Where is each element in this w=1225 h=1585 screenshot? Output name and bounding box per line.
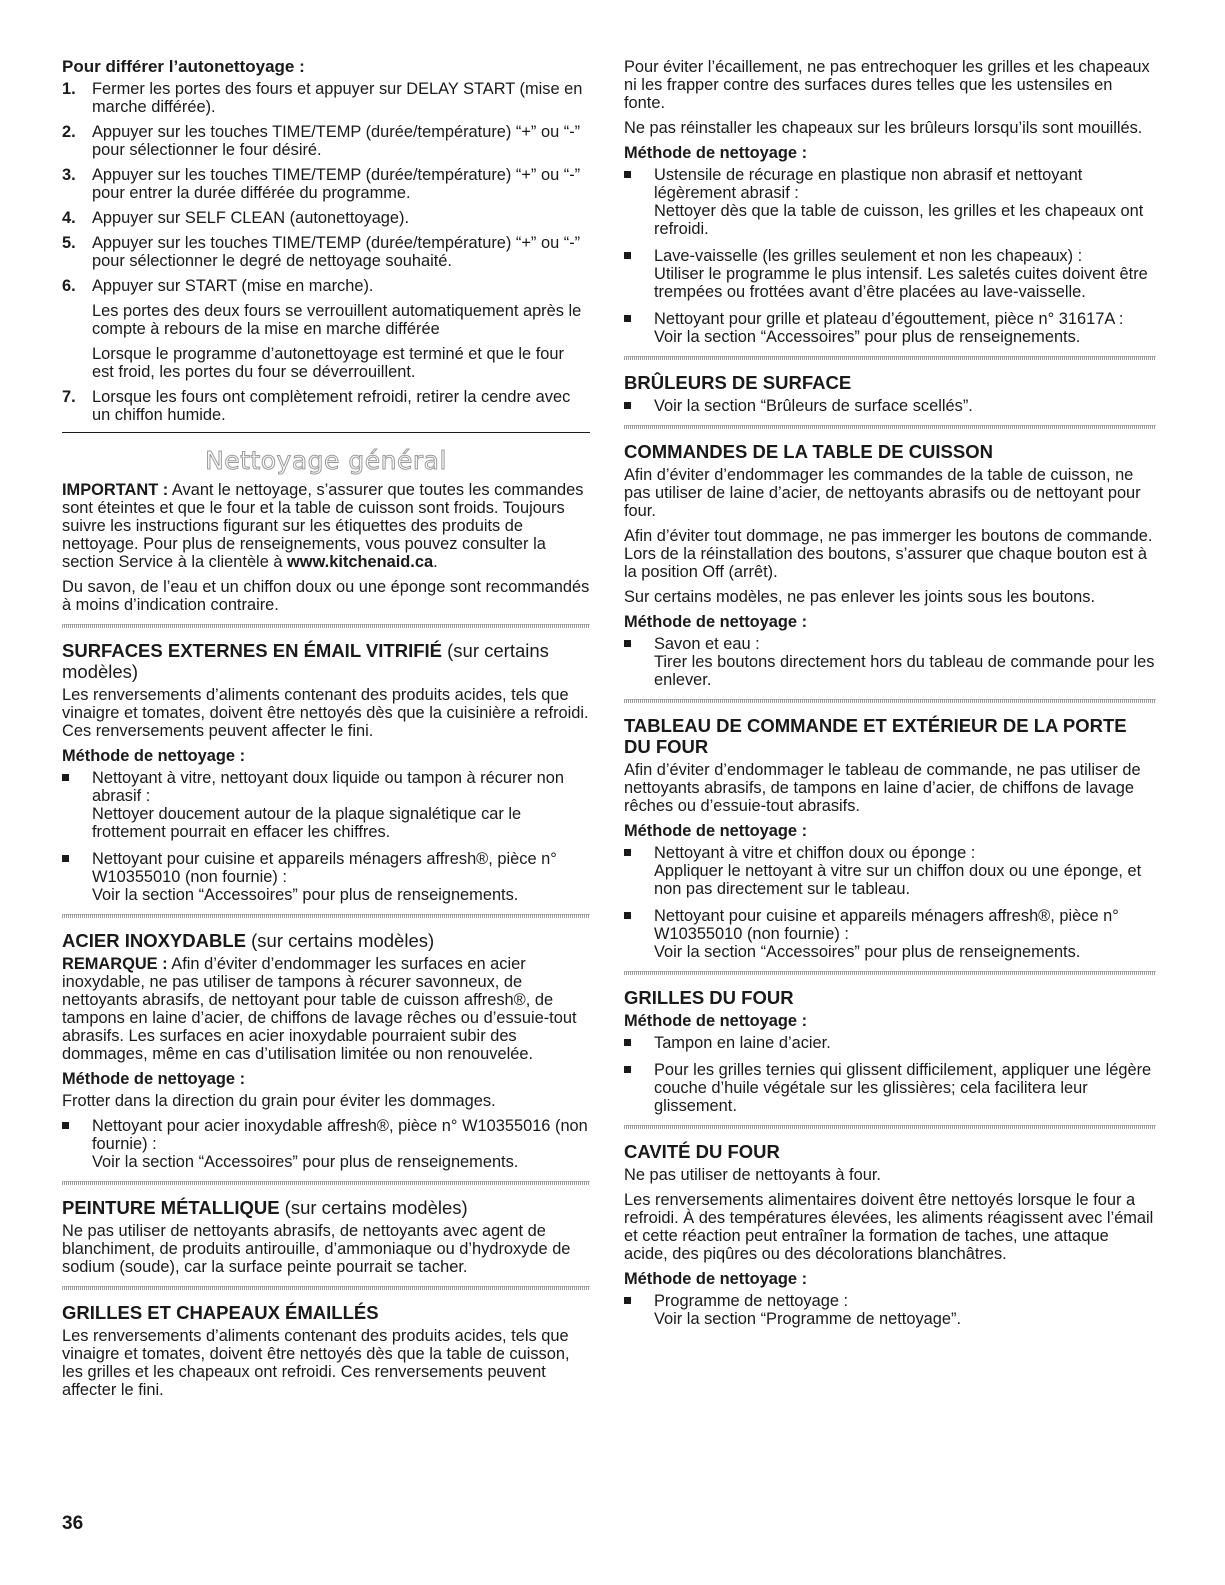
step-number: 5.	[62, 234, 76, 252]
list-item	[62, 1117, 590, 1171]
racks-heading: GRILLES DU FOUR	[624, 987, 794, 1008]
steel-title: ACIER INOXYDABLE	[62, 930, 246, 951]
list-item	[624, 397, 1156, 415]
cavity-heading: CAVITÉ DU FOUR	[624, 1141, 780, 1162]
bullet-title: Nettoyant pour acier inoxydable affresh®, pièce n° W10355016 (non fournie) :	[92, 1117, 588, 1153]
bullet-text: Utiliser le programme le plus intensif. Les saletés cuites doivent être trempées ou frottées avant d’être placées au lave-vaisselle.	[654, 265, 1148, 301]
method-heading: Méthode de nettoyage :	[62, 747, 246, 765]
step-subtext: Les portes des deux fours se verrouillent automatiquement après le compte à rebours de la mise en marche différée	[92, 302, 582, 338]
method-heading: Méthode de nettoyage :	[624, 1012, 808, 1030]
grates-method-list	[624, 166, 1156, 346]
method-heading: Méthode de nettoyage :	[624, 144, 808, 162]
paint-title: PEINTURE MÉTALLIQUE	[62, 1197, 280, 1218]
method-heading: Méthode de nettoyage :	[62, 1070, 246, 1088]
dotted-divider	[62, 1181, 590, 1185]
section-divider	[62, 432, 590, 433]
list-item	[624, 247, 1156, 301]
dotted-divider	[62, 624, 590, 628]
step-item	[62, 80, 590, 116]
dotted-divider	[62, 1286, 590, 1290]
bullet-icon	[62, 774, 69, 781]
step-item	[62, 234, 590, 270]
steel-heading	[62, 930, 590, 951]
delay-heading: Pour différer l’autonettoyage :	[62, 57, 305, 76]
controls-p1: Afin d’éviter d’endommager les commandes de la table de cuisson, ne pas utiliser de laine d’acier, de nettoyants abrasifs ou de nettoyant pour four.	[624, 466, 1141, 520]
step-text: Fermer les portes des fours et appuyer sur DELAY START (mise en marche différée).	[92, 80, 583, 116]
important-end: .	[433, 553, 438, 571]
bullet-icon	[624, 1039, 631, 1046]
list-item	[62, 769, 590, 841]
bullet-icon	[624, 1297, 631, 1304]
bullet-icon	[62, 1122, 69, 1129]
bullet-title: Nettoyant à vitre, nettoyant doux liquide ou tampon à récurer non abrasif :	[92, 769, 564, 805]
left-column	[62, 58, 590, 1406]
step-item	[62, 388, 590, 424]
bullet-text: Voir la section “Brûleurs de surface scellés”.	[654, 397, 973, 415]
step-item	[62, 123, 590, 159]
cavity-p2: Les renversements alimentaires doivent être nettoyés lorsque le four a refroidi. À des températures élevées, les aliments réagissent avec l’émail et cette réaction peut entraîner la formation de taches, une attaque acide, des piqûres ou des décolorations blanchâtres.	[624, 1191, 1154, 1263]
step-number: 1.	[62, 80, 76, 98]
page-number: 36	[62, 1513, 84, 1534]
grates-text: Les renversements d’aliments contenant des produits acides, tels que vinaigre et tomates, doivent être nettoyés dès que la table de cuisson, les grilles et les chapeaux ont refroidi. Ces renversements peuvent affecter le fini.	[62, 1327, 570, 1399]
dotted-divider	[62, 914, 590, 918]
delay-steps	[62, 80, 590, 424]
panel-heading: TABLEAU DE COMMANDE ET EXTÉRIEUR DE LA PORTE DU FOUR	[624, 715, 1127, 757]
cavity-list	[624, 1292, 1156, 1328]
website-link[interactable]: www.kitchenaid.ca	[287, 553, 434, 571]
important-text: Avant le nettoyage, s’assurer que toutes les commandes sont éteintes et que le four et la table de cuisson sont froids. Toujours suivre les instructions figurant sur les étiquettes des produits de nettoyage. Pour plus de renseignements, vous pouvez consulter la section Service à la clientèle à	[62, 481, 584, 571]
method-heading: Méthode de nettoyage :	[624, 1270, 808, 1288]
step-item	[62, 277, 590, 381]
bullet-title: Nettoyant pour grille et plateau d’égouttement, pièce n° 31617A :	[654, 310, 1124, 328]
step-text: Appuyer sur les touches TIME/TEMP (durée/température) “+” ou “-” pour sélectionner le four désiré.	[92, 123, 581, 159]
bullet-icon	[624, 315, 631, 322]
bullet-title: Savon et eau :	[654, 635, 760, 653]
chip-paragraph: Pour éviter l’écaillement, ne pas entrechoquer les grilles et les chapeaux ni les frapper contre des surfaces dures telles que les ustensiles en fonte.	[624, 58, 1150, 112]
bullet-icon	[624, 640, 631, 647]
bullet-text: Nettoyer doucement autour de la plaque signalétique car le frottement pourrait en effacer les chiffres.	[92, 805, 522, 841]
bullet-text: Voir la section “Accessoires” pour plus de renseignements.	[92, 1153, 519, 1171]
bullet-text: Voir la section “Accessoires” pour plus de renseignements.	[654, 328, 1081, 346]
controls-heading: COMMANDES DE LA TABLE DE CUISSON	[624, 441, 993, 462]
bullet-title: Lave-vaisselle (les grilles seulement et non les chapeaux) :	[654, 247, 1083, 265]
enamel-intro: Les renversements d’aliments contenant des produits acides, tels que vinaigre et tomates, doivent être nettoyés dès que la cuisinière a refroidi. Ces renversements peuvent affecter le fini.	[62, 686, 589, 740]
bullet-title: Nettoyant à vitre et chiffon doux ou éponge :	[654, 844, 976, 862]
steel-grain: Frotter dans la direction du grain pour éviter les dommages.	[62, 1092, 496, 1110]
enamel-suffix: (sur certains modèles)	[62, 640, 549, 682]
enamel-list	[62, 769, 590, 904]
step-text: Appuyer sur START (mise en marche).	[92, 277, 374, 295]
controls-p2: Afin d’éviter tout dommage, ne pas immerger les boutons de commande. Lors de la réinstallation des boutons, s’assurer que chaque bouton est à la position Off (arrêt).	[624, 527, 1153, 581]
bullet-text: Appliquer le nettoyant à vitre sur un chiffon doux ou une éponge, et non pas directement sur le tableau.	[654, 862, 1142, 898]
paint-text: Ne pas utiliser de nettoyants abrasifs, de nettoyants avec agent de blanchiment, de produits antirouille, d’ammoniaque ou d’hydroxyde de sodium (soude), car la surface peinte pourrait se tacher.	[62, 1222, 571, 1276]
bullet-text: Tampon en laine d’acier.	[654, 1034, 831, 1052]
dotted-divider	[624, 699, 1156, 703]
bullet-text: Voir la section “Accessoires” pour plus de renseignements.	[654, 943, 1081, 961]
step-number: 6.	[62, 277, 76, 295]
dotted-divider	[624, 1125, 1156, 1129]
dotted-divider	[624, 356, 1156, 360]
list-item	[624, 907, 1156, 961]
bullet-text: Voir la section “Accessoires” pour plus de renseignements.	[92, 886, 519, 904]
step-text: Appuyer sur SELF CLEAN (autonettoyage).	[92, 209, 410, 227]
bullet-text: Nettoyer dès que la table de cuisson, les grilles et les chapeaux ont refroidi.	[654, 202, 1144, 238]
paint-suffix: (sur certains modèles)	[279, 1197, 468, 1218]
step-number: 7.	[62, 388, 76, 406]
wet-paragraph: Ne pas réinstaller les chapeaux sur les brûleurs lorsqu’ils sont mouillés.	[624, 119, 1143, 137]
steel-note	[62, 955, 590, 1063]
step-text: Lorsque les fours ont complètement refroidi, retirer la cendre avec un chiffon humide.	[92, 388, 571, 424]
enamel-title: SURFACES EXTERNES EN ÉMAIL VITRIFIÉ	[62, 640, 442, 661]
step-text: Appuyer sur les touches TIME/TEMP (durée/température) “+” ou “-” pour entrer la durée différée du programme.	[92, 166, 581, 202]
step-number: 3.	[62, 166, 76, 184]
method-heading: Méthode de nettoyage :	[624, 613, 808, 631]
list-item	[624, 310, 1156, 346]
bullet-text: Voir la section “Programme de nettoyage”.	[654, 1310, 962, 1328]
dotted-divider	[624, 971, 1156, 975]
step-subtext: Lorsque le programme d’autonettoyage est terminé et que le four est froid, les portes du four se déverrouillent.	[92, 345, 564, 381]
right-column	[624, 58, 1156, 1337]
bullet-title: Ustensile de récurage en plastique non abrasif et nettoyant légèrement abrasif :	[654, 166, 1083, 202]
soap-paragraph: Du savon, de l’eau et un chiffon doux ou une éponge sont recommandés à moins d’indication contraire.	[62, 578, 590, 614]
method-heading: Méthode de nettoyage :	[624, 822, 808, 840]
list-item	[624, 166, 1156, 238]
grates-heading: GRILLES ET CHAPEAUX ÉMAILLÉS	[62, 1302, 379, 1323]
bullet-icon	[624, 402, 631, 409]
steel-suffix: (sur certains modèles)	[246, 930, 435, 951]
enamel-heading	[62, 640, 590, 682]
racks-list	[624, 1034, 1156, 1115]
bullet-icon	[624, 252, 631, 259]
list-item	[624, 844, 1156, 898]
step-text: Appuyer sur les touches TIME/TEMP (durée/température) “+” ou “-” pour sélectionner le degré de nettoyage souhaité.	[92, 234, 581, 270]
bullet-icon	[624, 171, 631, 178]
burners-heading: BRÛLEURS DE SURFACE	[624, 372, 852, 393]
step-number: 4.	[62, 209, 76, 227]
step-item	[62, 166, 590, 202]
bullet-text: Tirer les boutons directement hors du tableau de commande pour les enlever.	[654, 653, 1155, 689]
panel-list	[624, 844, 1156, 961]
bullet-title: Nettoyant pour cuisine et appareils ménagers affresh®, pièce n° W10355010 (non fournie) :	[92, 850, 557, 886]
cavity-p1: Ne pas utiliser de nettoyants à four.	[624, 1166, 881, 1184]
important-paragraph	[62, 481, 590, 571]
controls-p3: Sur certains modèles, ne pas enlever les joints sous les boutons.	[624, 588, 1096, 606]
note-text: Afin d’éviter d’endommager les surfaces en acier inoxydable, ne pas utiliser de tampons à récurer savonneux, de nettoyants abrasifs, de nettoyant pour table de cuisson affresh®, de tampons en laine d’acier, de chiffons de lavage rêches ou d’essuie-tout abrasifs. Les surfaces en acier inoxydable pourraient subir des dommages, même en cas d’utilisation limitée ou non renouvelée.	[62, 955, 577, 1063]
bullet-title: Programme de nettoyage :	[654, 1292, 849, 1310]
steel-list	[62, 1117, 590, 1171]
bullet-icon	[624, 849, 631, 856]
list-item	[624, 1061, 1156, 1115]
paint-heading	[62, 1197, 590, 1218]
controls-list	[624, 635, 1156, 689]
list-item	[624, 1034, 1156, 1052]
important-label: IMPORTANT :	[62, 481, 169, 499]
step-item	[62, 209, 590, 227]
panel-p1: Afin d’éviter d’endommager le tableau de commande, ne pas utiliser de nettoyants abrasifs, de tampons en laine d’acier, de chiffons de lavage rêches ou d’essuie-tout abrasifs.	[624, 761, 1141, 815]
bullet-icon	[62, 855, 69, 862]
list-item	[624, 1292, 1156, 1328]
burners-list	[624, 397, 1156, 415]
dotted-divider	[624, 425, 1156, 429]
bullet-icon	[624, 1066, 631, 1073]
step-number: 2.	[62, 123, 76, 141]
note-label: REMARQUE :	[62, 955, 168, 973]
list-item	[624, 635, 1156, 689]
section-banner: Nettoyage général	[205, 446, 447, 475]
bullet-text: Pour les grilles ternies qui glissent difficilement, appliquer une légère couche d’huile végétale sur les glissières; cela facilitera leur glissement.	[654, 1061, 1152, 1115]
bullet-title: Nettoyant pour cuisine et appareils ménagers affresh®, pièce n° W10355010 (non fournie) :	[654, 907, 1119, 943]
list-item	[62, 850, 590, 904]
bullet-icon	[624, 912, 631, 919]
